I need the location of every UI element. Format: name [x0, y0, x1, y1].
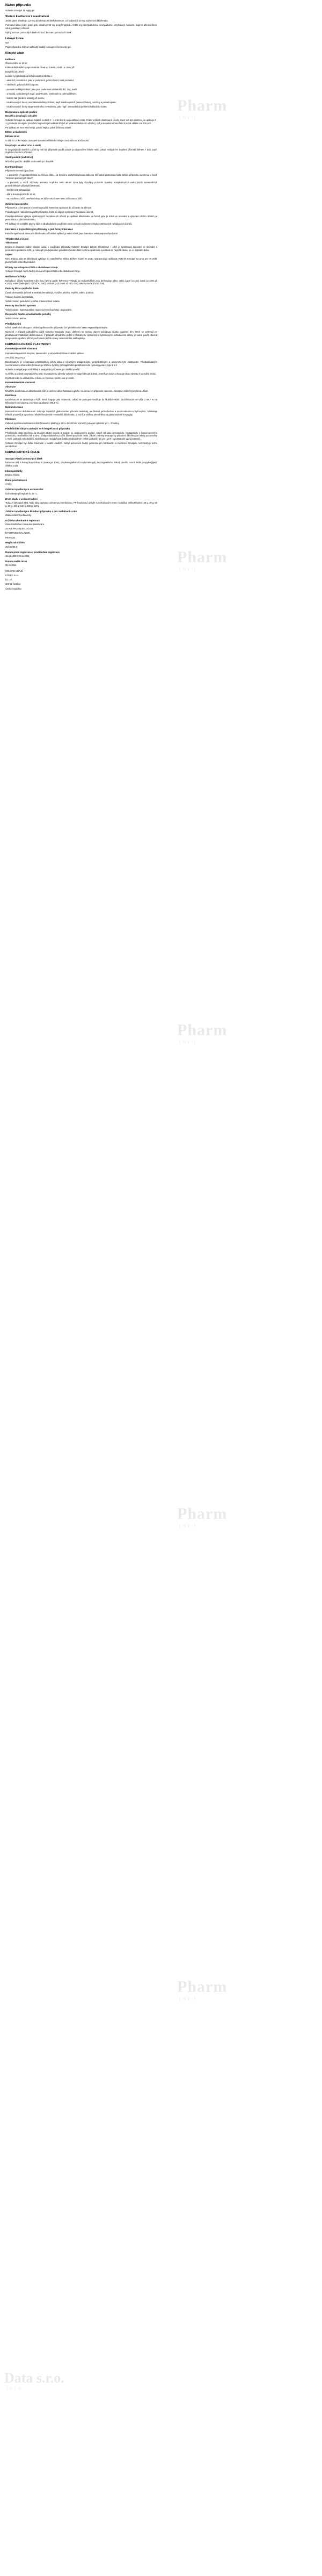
section-heading-slozeni: Složení kvalitativní i kvantitativní — [5, 15, 49, 18]
drzitel-l1: GlaxoSmithKline Consumer Healthcare — [5, 523, 45, 526]
footer-line-3: Lic. 27, — [5, 578, 13, 582]
section-heading-tehotenstvi: Těhotenství a kojení — [5, 237, 29, 240]
davkovani-p10: U dospívajících starších 14 let by měl být přípravek použit pouze po doporučení lékaře nebo pokud nedojde ke zlepšení příznaků během 7 dnů, popř. dojde ke zhoršení příznaků. — [5, 148, 157, 154]
upozorneni-p1: Přípravek je určen pouze k zevnímu použití. Nesmí se aplikovat do očí nebo na sliznice. — [5, 206, 92, 210]
farmakologicke-p15: Eliminace — [5, 418, 16, 421]
uchovavani-text: Uchovávejte při teplotě do 25 °C. — [5, 492, 38, 495]
nezadouci-p3: Časté: dermatitida (včetně kontaktní dermatitidy), vyrážka, ekzém, erytém, edém, pruritus. — [5, 291, 94, 294]
farmakologicke-p6: U zánětu a bolesti traumatického nebo revmatického původu Volterén Emulgel ulevuje bolesti, zmenšuje otoky a zkracuje dobu návratu k normální funkci. — [5, 372, 157, 375]
nezadouci-p4: Vzácné: bulózní dermatitida. — [5, 295, 34, 298]
upozorneni-p4: Při aplikaci na rozsáhlé plochy kůže a dlouhodobém používání nelze vyloučit možnost výskytu systémových nežádoucích účinků. — [5, 223, 133, 226]
farmakologicke-p12: Diclofenacum se akumuluje v kůži, která funguje jako rezervoár, odkud se postupně uvolňuje do hlubších tkání. Diclofenacum se váže z 99,7 % na bílkoviny krevní plazmy, zejména na albumin (99,4 %). — [5, 398, 157, 405]
section-heading-davkovani: Dávkování a způsob podání — [5, 110, 38, 113]
farmakologicke-p5: Volterén Emulgel je protizánětlivý a analgetický přípravek pro lokální použití. — [5, 368, 80, 371]
davkovani-p2: Volterén Emulgel se aplikuje lokálně na kůži 3 - 4 krát denně na postižené místo. Podle velikosti ošetřované plochy, které má být ošetřeno, se aplikuje 2 - 4 g Volterén Emulgelu (množství odpovídající velikosti třešně až velikosti vlašského ořechu), což je dostatečné množství k léčbě oblasti cca 400 cm². — [5, 119, 157, 125]
tehotenstvi-p2: Nejsou k dispozici žádné klinické údaje o používání přípravku Volterén Emulgel během těhotenství. I když je systémová expozice ve srovnání s perorálními podáními nižší, je nutno při předepisování gravidním ženám dbát zvýšené opatrnosti a podávat co nejnižší dávku po co nejkratší dobu. — [5, 246, 157, 252]
upozorneni-p2: Pokud dojde k náhodnému požití přípravku, může se objevit systémový nežádoucí účinek. — [5, 211, 94, 214]
upozorneni-p3: Pravděpodobnost výskytu systémových nežádoucích účinků po aplikaci diklofenaku ve formě gelu je nízká ve srovnání s výskytem těchto účinků po perorálním podání diklofenaku. — [5, 215, 157, 221]
section-heading-farmaceutske: FARMACEUTICKÉ ÚDAJE — [5, 451, 40, 455]
davkovani-p7: U dětí do 14 let nejsou dostupné dostatečné klinické údaje o bezpečnosti a účinnosti. — [5, 139, 89, 142]
subsection-heading-druh-obalu: Druh obalu a velikost balení — [5, 497, 38, 500]
farmakologicke-p13: Biotransformace — [5, 406, 23, 409]
watermark: Pharm — [177, 548, 228, 566]
watermark-subtext: INFO — [6, 2386, 23, 2391]
kontraindikace-p1: Přípravek se nesmí používat: — [5, 169, 34, 172]
watermark: Pharm — [177, 1021, 228, 1039]
predavkovani-p2: Nicméně v případě náhodného požití Volterén Emulgelu (např. dítětem) se mohou objevit nežádoucí účinky podobné těm, které se vyskytují po předávkování tabletami diclofenacum. V případě náhodného požití s následnými významnými systémovými nežádoucími účinky je nutné použít obecná terapeutická opatření běžně používaná k léčbě otravy nesteroidními antiflogistiky. — [5, 331, 157, 340]
indikace-p9: - bolesti zad (bederní oblasti) při sportu; — [5, 96, 45, 99]
kontraindikace-p4: - třetí trimestr těhotenství; — [5, 188, 31, 191]
indikace-p5: - akutních poraněních, jako je podvrtnutí, pohmoždění, tupá poranění, — [5, 79, 74, 82]
section-heading-drzitel: Držitel rozhodnutí o registraci — [5, 519, 40, 522]
nezadouci-p7: Velmi vzácné: hypersenzitivní reakce (včetně kopřivky), angioedém. — [5, 308, 72, 311]
slozeni-p1: Jeden gram obsahuje 11,6 mg diclofenacum diethylaminum, což odpovídá 10 mg sodné soli diklofenaku. — [5, 19, 108, 23]
tehotenstvi-p3: Kojení — [5, 253, 12, 256]
predklinicke-p1: Předklinické data založená na studiích akutní toxicity a toxicity po opakovaném podání, stejně tak jako genotoxicity, mutagenicity a kancerogenního potenciálu, neodhalily u lidí v rámci předpokládaného použití žádné specifické riziko. Žádné známky teratogenity působení diklofenaku nebyly pozorovány u myší, potkanů nebo králíků. Diclofenacum neovlivňoval fertilitu rodičovských zvířat (potkanů) ani pre-, peri- a postnatální vývoj potomků. — [5, 431, 157, 441]
watermark: Pharm — [177, 1978, 228, 1996]
section-heading-klinicke-udaje: Klinické údaje — [5, 52, 24, 55]
indikace-p8: - a kloubů, způsobených např. podvrtnutím, vymknutím a pohmožděním, — [5, 92, 77, 95]
section-heading-kontraindikace: Kontraindikace — [5, 165, 23, 168]
kontraindikace-p5: - dětí a dospívajících do 14 let; — [5, 192, 36, 196]
section-heading-interakce: Interakce s jinými léčivými přípravky a jiné formy interakce — [5, 228, 73, 231]
farmakologicke-p3: ATC kód: M02AA15 — [5, 356, 25, 359]
section-heading-lekova-forma: Léková forma — [5, 37, 24, 40]
davkovani-p13: Může být použito obvyklé dávkování pro dospělé. — [5, 160, 54, 163]
davkovani-p1: Dospělí a dospívající od 14 let — [5, 114, 37, 118]
registracni-cislo-value: 29/162/86-C — [5, 545, 18, 548]
watermark: Pharm — [177, 97, 228, 114]
druh-obalu-text: Tuba: Al lakovaná tuba, hrdlo tuby zataveno ochrannou membránou, PP šroubovací uzávěr s prořezávacím trnem, krabička. Velikost balení: 20 g, 30 g, 50 g, 60 g, 100 g, 120 g, 150 g, 180 g. — [5, 501, 157, 507]
section-heading-registracni-cislo: Registrační číslo — [5, 541, 25, 544]
subsection-heading-inkompatibility: Inkompatibility — [5, 469, 23, 472]
rizeni-p1: Volterén Emulgel nemá žádný vliv na schopnost řídit nebo obsluhovat stroje. — [5, 270, 80, 273]
watermark-subtext: INFO — [179, 1996, 197, 2001]
farmakologicke-p4: Diclofenacum je nesteroidní protizánětlivá léčivá látka s výraznými analgetickými, protizánětlivými a antipyretickými vlastnostmi. Předpokládaným mechanismem účinku diclofenacum je inhibice syntézy prostaglandinů prostřednictvím cyklooxygenázy typu 1 a 2. — [5, 360, 157, 367]
section-heading-farmakologicke: FARMAKOLOGICKÉ VLASTNOSTI — [5, 343, 51, 347]
slozeni-p3: Úplný seznam pomocných látek viz bod "Seznam pomocných látek". — [5, 31, 73, 34]
footer-block — [5, 570, 157, 590]
predklinicke-p2: Volterén Emulgel byl dobře tolerován v lokální studiích. Nebyl pozorován žádný potenciál pro fototoxicitu a tolerance Emulgelu nezpůsobuje kožní senzibilizaci. — [5, 442, 157, 448]
indikace-p10: - lokalizovaných forem revmatismu měkkých tkání, např. tendinopatiích (tenisový loket), burzitidy a periartropatie; — [5, 101, 116, 104]
lekova-forma-p2: Popis přípravku: Bílý až nažloutlý hladký homogenní krémovitý gel. — [5, 46, 71, 49]
slozeni-p2: Pomocná látka: jeden gram gelu obsahuje 50 mg propylenglykolu, 0,005 mg benzylalkoholu, benzylalkohol, cetylstearyl, kumarin, isopren alfa-tokoferol, vůně, parabeny a linalol. — [5, 24, 157, 30]
watermark-subtext: INFO — [179, 566, 197, 572]
footer-line-1: SOUHRN ÚDAJŮ — [5, 570, 23, 573]
datum-revize-value: 30.11.2016 — [5, 564, 17, 567]
doba-pouzitelnosti-text: 3 roky. — [5, 483, 12, 486]
drzitel-l4: FRANCIE — [5, 536, 16, 539]
datum-registrace-value: 15.12.1986 / 30.11.2016 — [5, 555, 30, 558]
kontraindikace-p2: - u pacientů s hypersenzitivitou na léčivou látku, na kyselinu acetylsalicylovou nebo na kteroukoli pomocnou látku tohoto přípravku uvedenou v bodě "Seznam pomocných látek"; — [5, 173, 157, 180]
farmakologicke-p11: Distribuce — [5, 394, 17, 397]
nezadouci-p2: Poruchy kůže a podkožní tkáně — [5, 286, 39, 290]
section-heading-upozorneni: Zvláštní upozornění — [5, 202, 28, 205]
watermark-subtext: INFO — [179, 115, 197, 120]
document-body — [5, 3, 317, 2551]
likvidace-text: Žádné zvláštní požadavky. — [5, 514, 32, 517]
farmakologicke-p8: Farmakokinetické vlastnosti — [5, 381, 35, 384]
inkompatibility-text: Nejsou známy. — [5, 473, 20, 477]
davkovani-p3: Po aplikaci se ruce musí omýt, pokud nejsou právě léčenou oblastí. — [5, 126, 72, 130]
nezadouci-p1: Nežádoucí účinky (uvedené níže jsou řazeny podle frekvence výskytu od nejčastějších) jsou definovány takto: velmi časté (≥1/10); časté (≥1/100 až <1/10); méně časté (≥1/1 000 až <1/100); vzácné (≥1/10 000 až <1/1 000); velmi vzácné (<1/10 000). — [5, 279, 157, 285]
watermark: Pharm — [177, 1505, 228, 1523]
indikace-p7: - poranění měkkých tkání, jako jsou podvrtnuté oblasti kloubů, zad, svalů — [5, 88, 77, 91]
watermark-subtext: INFO — [179, 1039, 197, 1045]
nezadouci-p8: Respirační, hrudní a mediastinální poruchy — [5, 312, 51, 315]
davkovani-p12: Starší pacienti (nad 65 let) — [5, 155, 33, 159]
drzitel-l3: NYON RUES-BALÁZSIK, — [5, 532, 31, 535]
footer-line-4: 203 01 Čestlice — [5, 583, 21, 586]
indikace-p2: Krátkodobá lokální symptomatická úleva od bolesti, zánětu a otoku při: — [5, 66, 75, 69]
farmakologicke-p14: Biotransformace diclofenacum zahrnuje částečně glukuronidaci původní molekuly, ale hlavně jednoduchou a mnohonásobnou hydroxylaci. Následuje několik procesů je vytvořeno několik fenolových metabolitů diklofenaku, z nichž je většina přeměněna na glukuronidové konjugáty. — [5, 410, 157, 417]
nezadouci-p5: Velmi vzácné: pustulózní vyrážka, fotosenzitivní reakce. — [5, 299, 61, 303]
watermark-subtext: INFO — [179, 1523, 197, 1529]
indikace-p3: Dospělí (od 18 let): — [5, 70, 24, 74]
product-name: Volterén Emulgel 10 mg/g gel — [5, 9, 35, 12]
indikace-p4: Lokální symptomatická léčba bolesti a zánětu u: — [5, 75, 53, 78]
section-heading-indikace: Indikace — [5, 58, 16, 61]
lekova-forma-p1: Gel — [5, 41, 9, 45]
davkovani-p5: Dětem a mladistvým — [5, 131, 27, 134]
page-title: Název přípravku — [5, 3, 31, 7]
section-heading-nezadouci: Nežádoucí účinky — [5, 275, 26, 278]
footer-line-2: KONEC s.r.o. — [5, 574, 19, 577]
farmakologicke-p10: Množství diclofenacum absorbované kůží je úměrné délce kontaktu a ploše, na kterou byl přípravek nanesen. Absorpce může být zvýšena okluzí. — [5, 390, 149, 393]
kontraindikace-p6: - na porušenou kůži, otevřené rány, na kůži s ekzémem nebo infikovanou kůži. — [5, 197, 83, 200]
watermark: Data s.r.o. — [4, 2370, 64, 2386]
davkovani-p6: Děti do 14 let — [5, 135, 19, 138]
tehotenstvi-p1: Těhotenství — [5, 241, 18, 244]
footer-line-5: Česká republika — [5, 587, 21, 590]
indikace-p1: Onemocnění ve 14 let — [5, 62, 27, 65]
kontraindikace-p3: - u pacientů, u nichž záchvaty astmatu, kopřivka nebo akutní rýma byly vyvolány podáním kyseliny acetylsalicylové nebo jiných nesteroidních protizánětlivých přípravků (NSAID); — [5, 181, 157, 187]
farmakologicke-p2: Farmakoterapeutická skupina: Nesteroidní protizánětlivá léčiva k lokální aplikaci. — [5, 351, 85, 355]
indikace-p6: - zánětech, pohmožděních sportu — [5, 83, 39, 87]
section-heading-predavkovani: Předávkování — [5, 322, 21, 325]
subsection-heading-uchovavani: Zvláštní opatření pro uchovávání — [5, 488, 43, 491]
subsection-heading-likvidace: Zvláštní opatření pro likvidaci přípravku a pro zacházení s ním — [5, 510, 77, 513]
section-heading-predklinicke: Předklinické údaje vztahující se k bezpečnosti přípravku — [5, 427, 70, 430]
nezadouci-p6: Poruchy imunitního systému — [5, 304, 36, 307]
interakce-p1: Protože systémová absorpce diklofenaku při lokální aplikaci je velmi nízká, jsou interakce velmi nepravděpodobné. — [5, 232, 118, 235]
subsection-heading-pomocne-latky: Seznam všech pomocných látek — [5, 457, 43, 460]
farmakologicke-p9: Absorpce — [5, 385, 16, 388]
farmakologicke-p7: Rychlost nebo se ukládá léku v tkáni, a zejména v místě, kde je zánět. — [5, 376, 75, 379]
section-heading-datum-registrace: Datum první registrace / prodloužení registrace — [5, 550, 60, 554]
drzitel-l2: 20 AVE FRANQUIS JACOB, — [5, 527, 34, 530]
nezadouci-p9: Velmi vzácné: astma. — [5, 317, 27, 320]
farmakologicke-p16: Celková systémová clearance diclofenacum z plazmy je 263 ± 56 ml/min. Konečný poločas v plazmě je 1 - 2 hodiny. — [5, 422, 120, 425]
davkovani-p9: Dospívající ve věku 14 let a starší — [5, 143, 41, 147]
indikace-p11: - lokalizovaných formy degenerativního revmatismu, jako např. osteoartritida periferních kloubů a kolen. — [5, 105, 107, 108]
predavkovani-p1: Nízká systémová absorpce lokálně aplikovaného přípravku činí předávkování velmi nepravděpodobným. — [5, 326, 108, 329]
farmakologicke-p1: Farmakodynamické vlastnosti — [5, 347, 38, 350]
subsection-heading-doba-pouzitelnosti: Doba použitelnosti — [5, 478, 27, 482]
tehotenstvi-p4: Není známo, zda se diklofenak vylučuje do mateřského mléka. Během kojení se proto nedoporučuje aplikovat Volterén Emulgel na prsa ani na velké plochy kůže nebo dlouhodobě. — [5, 257, 157, 263]
section-heading-rizeni: Účinky na schopnost řídit a obsluhovat stroje — [5, 266, 58, 269]
section-heading-datum-revize: Datum revize textu — [5, 559, 27, 563]
pomocne-latky-text: karbomer 974 P, kokoyl kaprylokaprát (makrogol 1000), cetylstearylalkohol (cetylomakrogol), isopropylalkohol, tekutý parafín, vonná směs, propylenglykol, čištěná voda. — [5, 461, 157, 467]
